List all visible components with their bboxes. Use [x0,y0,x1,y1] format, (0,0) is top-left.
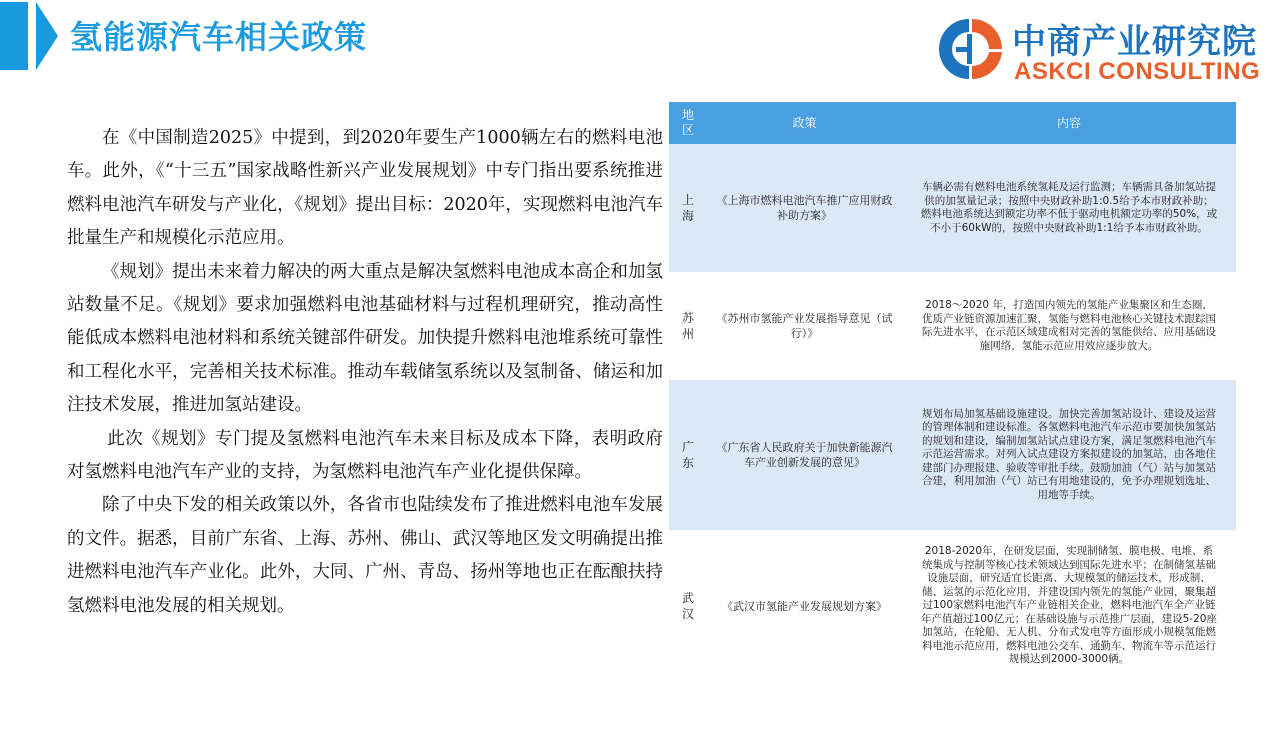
table-row [669,380,1236,530]
paragraph: 除了中央下发的相关政策以外，各省市也陆续发布了推进燃料电池车发展的文件。据悉，目前广东省、上海、苏州、佛山、武汉等地区发文明确提出推进燃料电池汽车产业化。此外，大同、广州、青岛、扬州等地也正在酝酿扶持氢燃料电池发展的相关规划。 [67,495,663,616]
paragraph: 在《中国制造2025》中提到，到2020年要生产1000辆左右的燃料电池车。此外，《“十三五”国家战略性新兴产业发展规划》中专门指出要系统推进燃料电池汽车研发与产业化，《规划》提出目标：2020年，实现燃料电池汽车批量生产和规模化示范应用。 [67,128,663,249]
paragraph: 《规划》提出未来着力解决的两大重点是解决氢燃料电池成本高企和加氢站数量不足。《规划》要求加强燃料电池基础材料与过程机理研究，推动高性能低成本燃料电池材料和系统关键部件研发。加快提升燃料电池堆系统可靠性和工程化水平，完善相关技术标准。推动车载储氢系统以及氢制备、储运和加注技术发展，推进加氢站建设。 [67,261,663,416]
cell-policy: 《广东省人民政府关于加快新能源汽车产业创新发展的意见》 [707,380,902,530]
body-text [67,122,663,623]
title-arrow-icon [36,2,58,70]
title-accent-bar [0,2,28,70]
header-content: 内容 [902,102,1236,144]
header-policy: 政策 [707,102,902,144]
cell-content: 2018～2020 年，打造国内领先的氢能产业集聚区和生态圈，优质产业链资源加速汇聚，氢能与燃料电池核心关键技术跟踪国际先进水平，在示范区域建成相对完善的氢能供给、应用基础设施网络，氢能示范应用效应逐步放大。 [902,272,1236,380]
logo-chinese-name: 中商产业研究院 [1012,22,1257,62]
cell-policy: 《上海市燃料电池汽车推广应用财政补助方案》 [707,144,902,272]
cell-region: 武汉 [669,530,707,682]
cell-region: 广东 [669,380,707,530]
cell-region: 苏州 [669,272,707,380]
table-row [669,144,1236,272]
cell-content: 2018-2020年，在研发层面，实现制储氢、膜电极、电堆、系统集成与控制等核心技术领域达到国际先进水平；在制储氢基础设施层面，研究适宜长距离、大规模氢的储运技术，形成制、储、运氢的示范化应用，并建设国内领先的氢能产业园，聚集超过100家燃料电池汽车产业链相关企业，燃料电池汽车全产业链年产值超过100亿元；在基础设施与示范推广层面，建设5-20座加氢站，在轮船、无人机、分布式发电等方面形成小规模氢能燃料电池示范应用，燃料电池公交车、通勤车、物流车等示范运行规模达到2000-3000辆。 [902,530,1236,682]
table-row [669,530,1236,682]
table-header-row [669,102,1236,144]
cell-content: 规划布局加氢基础设施建设。加快完善加氢站设计、建设及运营的管理体制和建设标准。各氢燃料电池汽车示范市要加快加氢站的规划和建设，编制加氢站试点建设方案，满足氢燃料电池汽车示范运营需求。对列入试点建设方案拟建设的加氢站，由各地住建部门办理报建、验收等审批手续。鼓励加油（气）站与加氢站合建，利用加油（气）站已有用地建设的，免予办理规划选址、用地等手续。 [902,380,1236,530]
askci-logo [934,14,1274,86]
cell-policy: 《武汉市氢能产业发展规划方案》 [707,530,902,682]
header-region: 地区 [669,102,707,144]
askci-logo-icon [934,14,1004,84]
cell-content: 车辆必需有燃料电池系统氢耗及运行监测；车辆需具备加氢站提供的加氢量记录；按照中央财政补助1:0.5给予本市财政补助；燃料电池系统达到额定功率不低于驱动电机额定功率的50%，或不小于60kW的，按照中央财政补助1:1给予本市财政补助。 [902,144,1236,272]
cell-region: 上海 [669,144,707,272]
table-row [669,272,1236,380]
page-title: 氢能源汽车相关政策 [70,18,368,56]
paragraph: 此次《规划》专门提及氢燃料电池汽车未来目标及成本下降，表明政府对氢燃料电池汽车产业的支持，为氢燃料电池汽车产业化提供保障。 [67,428,663,483]
cell-policy: 《苏州市氢能产业发展指导意见（试行）》 [707,272,902,380]
logo-english-name: ASKCI CONSULTING [1014,58,1261,85]
policy-table [669,102,1236,682]
